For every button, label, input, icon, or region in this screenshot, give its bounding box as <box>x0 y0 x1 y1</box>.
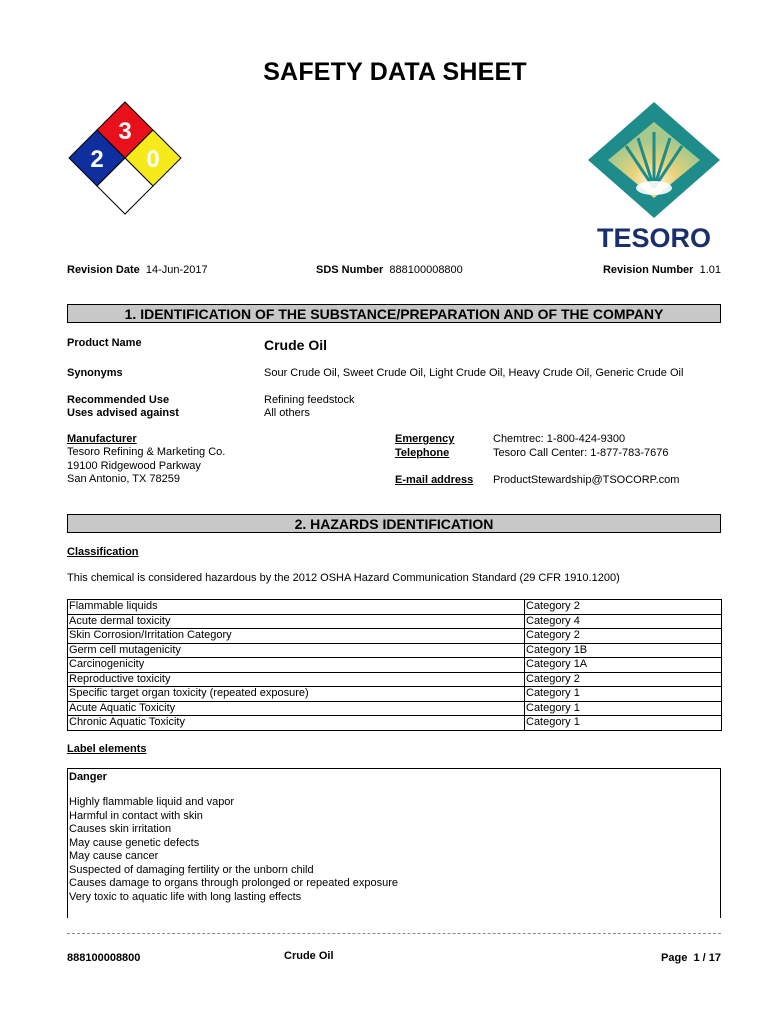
section2-heading: 2. HAZARDS IDENTIFICATION <box>67 514 721 533</box>
hazard-row <box>68 629 722 644</box>
hazard-name: Specific target organ toxicity (repeated exposure) <box>68 687 525 702</box>
hazard-name: Reproductive toxicity <box>68 672 525 687</box>
manufacturer-line: 19100 Ridgewood Parkway <box>67 459 201 472</box>
telephone-label: Telephone <box>395 446 450 459</box>
hazard-row <box>68 716 722 731</box>
hazard-statement: Causes skin irritation <box>69 823 172 835</box>
hazard-category: Category 1 <box>525 687 722 702</box>
hazard-statement: Highly flammable liquid and vapor <box>69 796 235 808</box>
hazard-category: Category 2 <box>525 600 722 615</box>
label-elements-label: Label elements <box>67 743 147 755</box>
hazard-name: Germ cell mutagenicity <box>68 643 525 658</box>
nfpa-flammability: 3 <box>118 118 132 145</box>
recommended-use-value: Refining feedstock <box>264 394 355 406</box>
hazard-category: Category 1B <box>525 643 722 658</box>
sds-number-row <box>316 264 463 276</box>
hazard-category: Category 1 <box>525 701 722 716</box>
emergency-number: Chemtrec: 1-800-424-9300 <box>493 433 626 445</box>
nfpa-health: 2 <box>90 146 104 173</box>
hazard-row <box>68 643 722 658</box>
recommended-use-label: Recommended Use <box>67 394 170 406</box>
hazard-category: Category 4 <box>525 614 722 629</box>
synonyms-value: Sour Crude Oil, Sweet Crude Oil, Light Crude Oil, Heavy Crude Oil, Generic Crude Oil <box>264 367 684 379</box>
revision-number-row <box>603 264 721 276</box>
hazard-row <box>68 614 722 629</box>
hazard-row <box>68 701 722 716</box>
hazard-row <box>68 672 722 687</box>
logo-wordmark: TESORO <box>596 223 712 252</box>
manufacturer-label: Manufacturer <box>67 433 137 445</box>
hazard-statements <box>69 796 398 904</box>
classification-label: Classification <box>67 546 139 558</box>
revision-date-value: 14-Jun-2017 <box>145 264 208 276</box>
tesoro-logo <box>586 100 722 252</box>
product-name-value: Crude Oil <box>264 337 328 353</box>
footer-sds-number: 888100008800 <box>67 952 141 964</box>
hazard-row <box>68 600 722 615</box>
footer-page <box>661 952 721 964</box>
hazard-statement: May cause genetic defects <box>69 836 200 849</box>
hazard-name: Acute dermal toxicity <box>68 614 525 629</box>
sds-number-label: SDS Number <box>316 264 384 276</box>
nfpa-diamond-icon <box>66 100 184 222</box>
hazard-name: Skin Corrosion/Irritation Category <box>68 629 525 644</box>
hazard-name: Flammable liquids <box>68 600 525 615</box>
hazard-statement: Harmful in contact with skin <box>69 809 203 822</box>
revision-number-label: Revision Number <box>602 264 694 276</box>
hazard-classification-table <box>67 599 722 731</box>
hazard-row <box>68 658 722 673</box>
hazard-statement: Causes damage to organs through prolonged or repeated exposure <box>69 877 399 889</box>
hazard-name: Chronic Aquatic Toxicity <box>68 716 525 731</box>
emergency-label: Emergency <box>395 433 455 445</box>
hazard-statement: Very toxic to aquatic life with long lasting effects <box>69 890 302 903</box>
hazard-category: Category 2 <box>525 672 722 687</box>
hazard-row <box>68 687 722 702</box>
hazard-category: Category 1 <box>525 716 722 731</box>
emergency-numbers <box>493 433 669 460</box>
sds-number-value: 888100008800 <box>389 264 463 276</box>
osha-statement: This chemical is considered hazardous by the 2012 OSHA Hazard Communication Standard (29 CFR 1910.1200) <box>67 572 620 584</box>
nfpa-instability: 0 <box>146 146 160 173</box>
label-elements-box <box>67 768 721 918</box>
revision-number-value: 1.01 <box>699 264 721 276</box>
manufacturer-line: San Antonio, TX 78259 <box>67 473 180 485</box>
email-link[interactable]: ProductStewardship@TSOCORP.com <box>493 474 680 486</box>
manufacturer-address <box>67 446 225 487</box>
hazard-category: Category 1A <box>525 658 722 673</box>
footer-product: Crude Oil <box>284 950 334 962</box>
hazard-statement: Suspected of damaging fertility or the unborn child <box>69 863 314 876</box>
uses-against-label: Uses advised against <box>67 407 179 419</box>
section1-heading: 1. IDENTIFICATION OF THE SUBSTANCE/PREPARATION AND OF THE COMPANY <box>67 304 721 323</box>
uses-against-value: All others <box>264 407 310 419</box>
revision-date-row <box>67 264 208 276</box>
hazard-statement: May cause cancer <box>69 850 159 862</box>
footer-page-number: 1 / 17 <box>693 952 721 964</box>
hazard-name: Acute Aquatic Toxicity <box>68 701 525 716</box>
hazard-name: Carcinogenicity <box>68 658 525 673</box>
footer-page-label: Page <box>661 952 688 964</box>
manufacturer-line: Tesoro Refining & Marketing Co. <box>67 446 226 458</box>
signal-word: Danger <box>69 771 107 783</box>
email-label: E-mail address <box>395 474 474 486</box>
hazard-category: Category 2 <box>525 629 722 644</box>
revision-date-label: Revision Date <box>67 264 140 276</box>
synonyms-label: Synonyms <box>67 367 123 379</box>
emergency-number: Tesoro Call Center: 1-877-783-7676 <box>493 446 669 459</box>
emergency-telephone-label <box>395 433 454 460</box>
footer-divider <box>67 933 721 934</box>
product-name-label: Product Name <box>67 337 142 349</box>
document-title: SAFETY DATA SHEET <box>263 58 527 86</box>
